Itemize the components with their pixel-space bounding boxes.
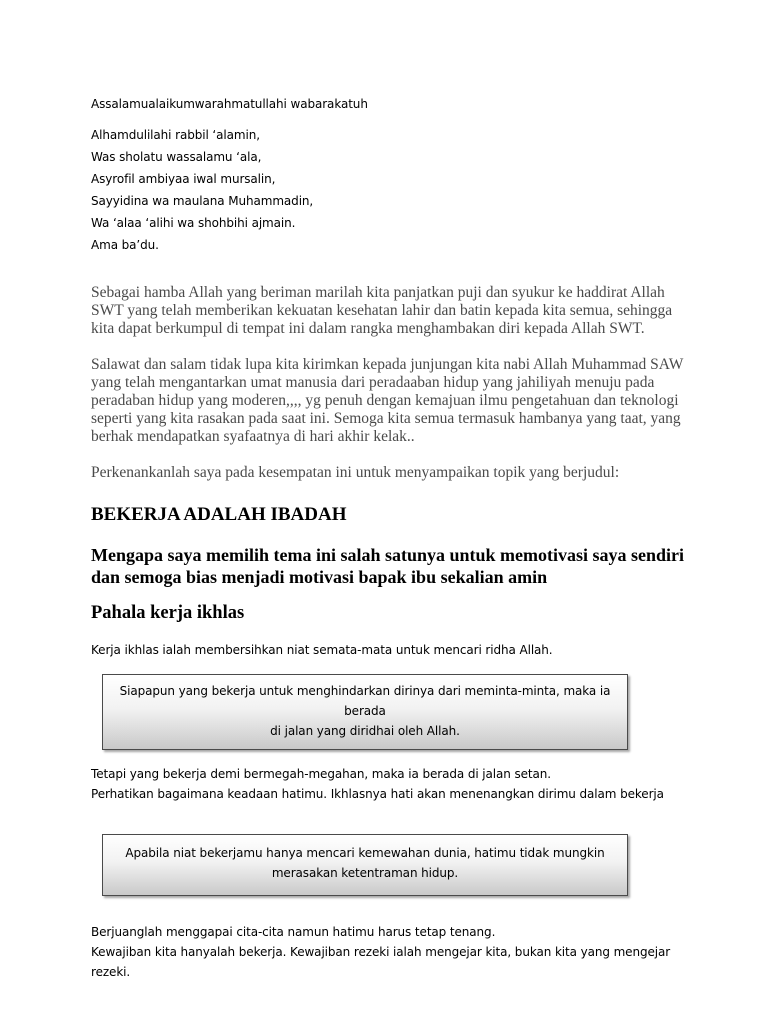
quote-box-2 — [102, 834, 628, 896]
opening-line: Asyrofil ambiyaa iwal mursalin, — [91, 172, 276, 186]
quote-box-1-line: Siapapun yang bekerja untuk menghindarkan dirinya dari meminta-minta, maka ia berada — [119, 684, 611, 718]
body-line: Tetapi yang bekerja demi bermegah-megahan, maka ia berada di jalan setan. — [91, 767, 552, 781]
opening-line: Ama ba’du. — [91, 238, 159, 252]
after-box-2-text — [91, 922, 691, 982]
paragraph-intro: Perkenankanlah saya pada kesempatan ini untuk menyampaikan topik yang berjudul: — [91, 464, 620, 481]
document-title: BEKERJA ADALAH IBADAH — [91, 504, 347, 525]
opening-line: Alhamdulilahi rabbil ‘alamin, — [91, 128, 260, 142]
opening-line: Was sholatu wassalamu ‘ala, — [91, 150, 262, 164]
document-subtitle: Mengapa saya memilih tema ini salah satunya untuk memotivasi saya sendiri dan semoga bias menjadi motivasi bapak ibu sekalian amin — [91, 545, 685, 587]
paragraph-salawat: Salawat dan salam tidak lupa kita kirimkan kepada junjungan kita nabi Allah Muhammad SAW yang telah mengantarkan umat manusia dari peradaaban hidup yang jahiliyah menuju pada peradaban hidup yang moderen,,,, yg penuh dengan kemajuan ilmu pengetahuan dan teknologi seperti yang kita rasakan pada saat ini. Semoga kita semua termasuk hambanya yang taat, yang berhak mendapatkan syafaatnya di hari akhir kelak.. — [91, 356, 684, 445]
section-heading: Pahala kerja ikhlas — [91, 603, 245, 623]
opening-prayer — [91, 124, 691, 256]
after-box-1-text — [91, 764, 691, 804]
quote-box-1 — [102, 674, 628, 750]
document-page — [91, 96, 691, 982]
opening-line: Sayyidina wa maulana Muhammadin, — [91, 194, 314, 208]
body-line: Berjuanglah menggapai cita-cita namun hatimu harus tetap tenang. — [91, 925, 496, 939]
body-line: Perhatikan bagaimana keadaan hatimu. Ikhlasnya hati akan menenangkan dirimu dalam bekerja — [91, 787, 664, 801]
paragraph-praise: Sebagai hamba Allah yang beriman marilah kita panjatkan puji dan syukur ke haddirat Allah SWT yang telah memberikan kekuatan kesehatan lahir dan batin kepada kita semua, sehingga kita dapat berkumpul di tempat ini dalam rangka menghambakan diri kepada Allah SWT. — [91, 284, 673, 337]
opening-line: Wa ‘alaa ‘alihi wa shohbihi ajmain. — [91, 216, 296, 230]
body-line: Kewajiban kita hanyalah bekerja. Kewajiban rezeki ialah mengejar kita, bukan kita yang mengejar rezeki. — [91, 945, 671, 979]
quote-box-2-line: Apabila niat bekerjamu hanya mencari kemewahan dunia, hatimu tidak mungkin — [125, 846, 605, 860]
greeting-line: Assalamualaikumwarahmatullahi wabarakatuh — [91, 97, 368, 111]
quote-box-2-line: merasakan ketentraman hidup. — [271, 866, 459, 880]
section-line: Kerja ikhlas ialah membersihkan niat semata-mata untuk mencari ridha Allah. — [91, 643, 553, 657]
quote-box-1-line: di jalan yang diridhai oleh Allah. — [270, 724, 460, 738]
